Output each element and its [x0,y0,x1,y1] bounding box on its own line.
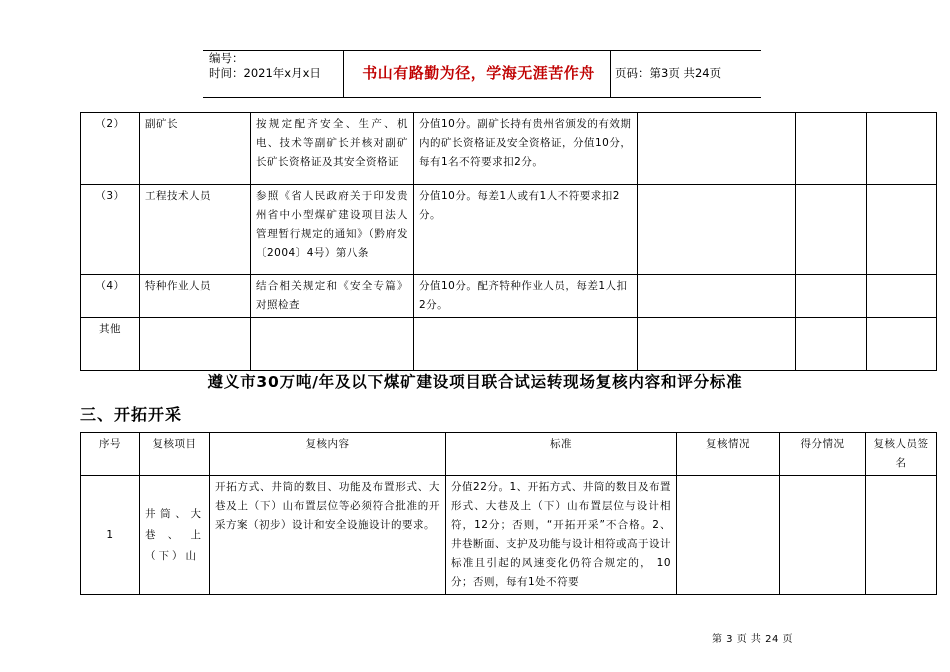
header-page-label: 页码：第3页 共24页 [615,66,722,80]
row-content: 结合相关规定和《安全专篇》对照检查 [251,275,414,318]
column-header-signer: 复核人员签名 [866,433,937,476]
page-header [203,50,761,98]
row-number: （2） [81,113,140,185]
header-divider [610,51,611,97]
row-standard: 分值10分。每差1人或有1人不符要求扣2分。 [414,185,638,275]
row-standard: 分值10分。配齐特种作业人员，每差1人扣2分。 [414,275,638,318]
section-title: 三、开拓开采 [80,405,183,424]
table-row [81,113,937,185]
time-label: 时间：2021年x月x日 [209,66,321,80]
assessment-table-continued [80,112,937,371]
row-standard: 分值22分。1、开拓方式、井筒的数目及布置形式、大巷及上（下）山布置层位与设计相符，12分；否则，“开拓开采”不合格。2、井巷断面、支护及功能与设计相符或高于设计标准且引起的风速变化仍符合规定的， 10分；否则，每有1处不符要 [446,476,677,595]
row-standard: 分值10分。副矿长持有贵州省颁发的有效期内的矿长资格证及安全资格证，分值10分，每有1名不符要求扣2分。 [414,113,638,185]
row-item: 特种作业人员 [140,275,251,318]
table-row [81,275,937,318]
row-score [796,113,867,185]
row-signer [867,113,937,185]
header-divider [343,51,344,97]
column-header-content: 复核内容 [210,433,446,476]
table-header-row [81,433,937,476]
row-item [140,318,251,371]
row-standard [414,318,638,371]
row-status [638,318,796,371]
row-number: 其他 [81,318,140,371]
header-slogan: 书山有路勤为径，学海无涯苦作舟 [362,64,595,82]
page-footer: 第 3 页 共 24 页 [712,634,793,645]
column-header-score: 得分情况 [780,433,866,476]
row-signer [867,318,937,371]
column-header-standard: 标准 [446,433,677,476]
row-score [796,318,867,371]
row-item: 副矿长 [140,113,251,185]
assessment-table [80,432,937,595]
table-row [81,185,937,275]
row-signer [867,185,937,275]
row-status [638,113,796,185]
row-status [638,185,796,275]
row-score [780,476,866,595]
row-score [796,275,867,318]
row-content: 按规定配齐安全、生产、机电、技术等副矿长并核对副矿长矿长资格证及其安全资格证 [251,113,414,185]
table-row [81,318,937,371]
document-title: 遵义市30万吨/年及以下煤矿建设项目联合试运转现场复核内容和评分标准 [207,373,743,391]
row-signer [866,476,937,595]
row-item: 井筒、大巷、上（下）山 [140,476,210,595]
column-header-no: 序号 [81,433,140,476]
row-status [638,275,796,318]
column-header-item: 复核项目 [140,433,210,476]
header-meta [209,51,321,81]
row-score [796,185,867,275]
code-label: 编号： [209,51,244,65]
row-number: （4） [81,275,140,318]
row-status [677,476,780,595]
table-row [81,476,937,595]
column-header-status: 复核情况 [677,433,780,476]
row-content [251,318,414,371]
row-signer [867,275,937,318]
row-number: （3） [81,185,140,275]
row-item: 工程技术人员 [140,185,251,275]
row-number: 1 [81,476,140,595]
row-content: 开拓方式、井筒的数目、功能及布置形式、大巷及上（下）山布置层位等必须符合批准的开采方案（初步）设计和安全设施设计的要求。 [210,476,446,595]
row-content: 参照《省人民政府关于印发贵州省中小型煤矿建设项目法人管理暂行规定的通知》（黔府发〔2004〕4号）第八条 [251,185,414,275]
